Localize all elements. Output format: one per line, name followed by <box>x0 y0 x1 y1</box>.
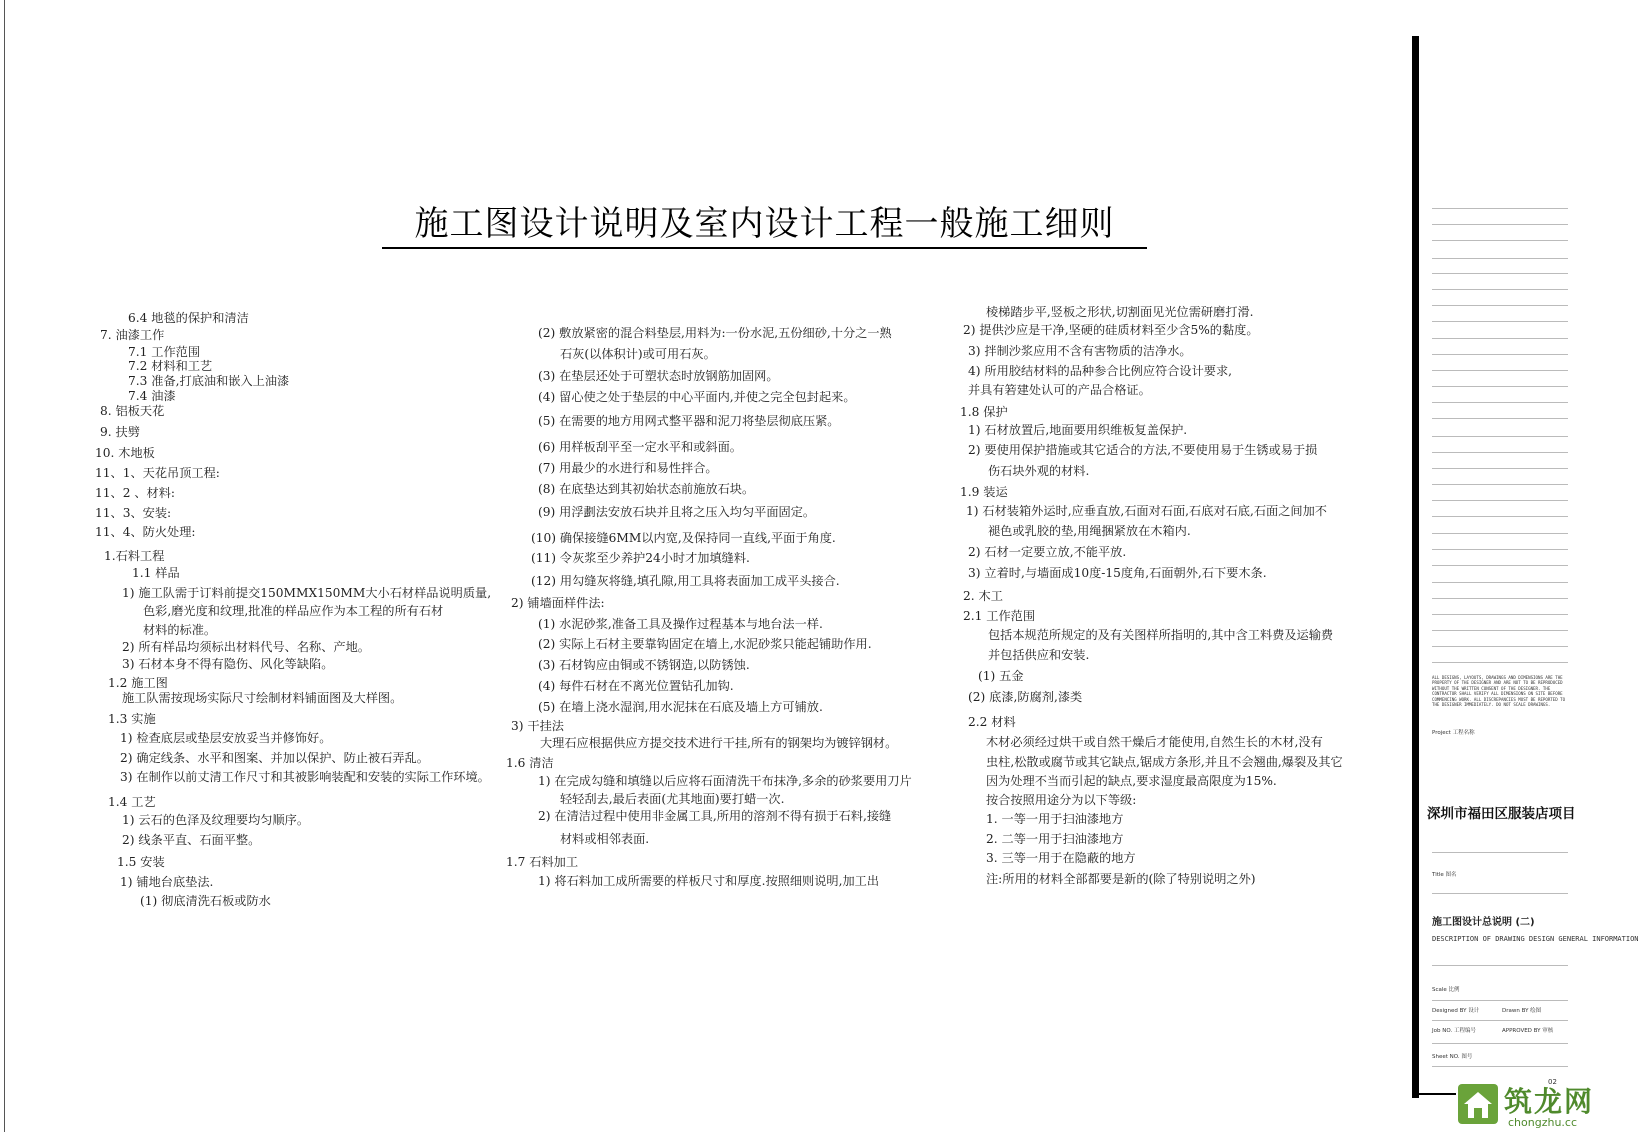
col1-line: 施工队需按现场实际尺寸绘制材料铺面图及大样图。 <box>122 691 403 705</box>
title-block-rule <box>1432 354 1568 355</box>
col1-line: 7.2 材料和工艺 <box>128 359 213 373</box>
col1-line: 1.5 安装 <box>117 855 165 869</box>
watermark-url: chongzhu.cc <box>1508 1116 1578 1129</box>
title-block-rule <box>1432 273 1568 274</box>
sheet-no-label: Sheet NO. 图号 <box>1432 1054 1473 1060</box>
col1-line: 6.4 地毯的保护和清洁 <box>128 311 249 325</box>
col1-line: 2) 所有样品均须标出材料代号、名称、产地。 <box>122 640 370 654</box>
col2-line: (8) 在底垫达到其初始状态前施放石块。 <box>538 482 755 496</box>
title-block-rule <box>1432 240 1568 241</box>
col1-line: 1.2 施工图 <box>108 676 168 690</box>
col3-line: 木材必须经过烘干或自然干燥后才能使用,自然生长的木材,没有 <box>986 735 1323 749</box>
title-block-rule <box>1432 452 1568 453</box>
col1-line: 1.4 工艺 <box>108 795 156 809</box>
col1-line: 7.1 工作范围 <box>128 345 201 359</box>
approved-label: APPROVED BY 审核 <box>1502 1028 1554 1034</box>
watermark-brand: 筑龙网 <box>1504 1085 1595 1118</box>
col1-line: 11、4、防火处理: <box>95 525 196 539</box>
col3-line: 2. 木工 <box>963 589 1003 603</box>
col2-line: (3) 石材钩应由铜或不锈钢造,以防锈蚀. <box>538 658 750 672</box>
scale-label: Scale 比例 <box>1432 987 1460 993</box>
col3-line: 因为处理不当而引起的缺点,要求湿度最高限度为15%. <box>986 774 1277 788</box>
col1-line: 7.4 油漆 <box>128 389 176 403</box>
col1-line: (1) 彻底清洗石板或防水 <box>140 894 271 908</box>
title-block-rule <box>1432 582 1568 583</box>
col2-line: 大理石应根据供应方提交技术进行干挂,所有的钢架均为镀锌钢材。 <box>540 736 898 750</box>
col3-line: 2) 提供沙应是干净,坚硬的硅质材料至少含5%的黏度。 <box>963 323 1259 337</box>
title-block-rule <box>1432 893 1568 894</box>
title-block-rule <box>1432 533 1568 534</box>
col1-line: 1.1 样品 <box>132 566 180 580</box>
title-block-rule <box>1432 305 1568 306</box>
col2-line: 2) 在清洁过程中使用非金属工具,所用的溶剂不得有损于石料,接缝 <box>538 809 892 823</box>
col1-line: 1.石料工程 <box>104 549 165 563</box>
col2-line: (5) 在墙上浇水湿润,用水泥抹在石底及墙上方可铺放. <box>538 700 823 714</box>
title-block-notes: ALL DESIGNS, LAYOUTS, DRAWINGS AND DIMENSIONS ARE THE PROPERTY OF THE DESIGNER AND ARE NOT TO BE REPRODUCED WITHOUT THE WRITTEN CONSENT OF THE DESIGNER. THE CONTRACTOR SHALL VERIFY ALL DIMENSIONS ON SITE BEFORE COMMENCING WORK. ALL DISCREPANCIES MUST BE REPORTED TO THE DESIGNER IMMEDIATELY. DO NOT SCALE DRAWINGS. <box>1432 675 1566 708</box>
col2-line: (10) 确保接缝6MM以内宽,及保持同一直线,平面于角度. <box>531 531 836 545</box>
col3-line: 1.8 保护 <box>960 405 1008 419</box>
col2-line: (2) 实际上石材主要靠钩固定在墙上,水泥砂浆只能起铺助作用. <box>538 637 872 651</box>
col1-line: 1) 施工队需于订料前提交150MMX150MM大小石材样品说明质量, <box>122 586 492 600</box>
title-block-rule <box>1432 386 1568 387</box>
col3-line: 2) 要使用保护措施或其它适合的方法,不要使用易于生锈或易于损 <box>968 443 1318 457</box>
col3-line: 棱梯踏步平,竖板之形状,切割面见光位需研磨打滑. <box>986 305 1254 319</box>
title-block-rule <box>1432 418 1568 419</box>
col1-line: 2) 线条平直、石面平整。 <box>122 833 261 847</box>
col3-line: 褪色或乳胶的垫,用绳捆紧放在木箱内. <box>988 524 1191 538</box>
col1-line: 1) 铺地台底垫法. <box>120 875 214 889</box>
title-block-rule <box>1432 852 1568 853</box>
sheet-border-left <box>4 0 5 1132</box>
col1-line: 色彩,磨光度和纹理,批准的样品应作为本工程的所有石材 <box>143 604 444 618</box>
col2-line: (5) 在需要的地方用网式整平器和泥刀将垫层彻底压紧。 <box>538 414 840 428</box>
col3-line: 虫柱,松散或腐节或其它缺点,锯成方条形,并且不会翘曲,爆裂及其它 <box>986 755 1343 769</box>
col2-line: 2) 铺墙面样件法: <box>511 596 605 610</box>
title-block-rule <box>1432 662 1568 663</box>
home-logo-icon <box>1458 1084 1498 1124</box>
title-block-foot-line <box>1416 1093 1456 1095</box>
col3-line: 2.2 材料 <box>968 715 1016 729</box>
col2-line: (4) 留心使之处于垫层的中心平面内,并使之完全包封起来。 <box>538 390 856 404</box>
col2-line: 轻轻刮去,最后表面(尤其地面)要打蜡一次. <box>560 792 785 806</box>
title-block-rule <box>1432 614 1568 615</box>
col1-line: 3) 石材本身不得有隐伤、风化等缺陷。 <box>122 657 334 671</box>
col2-line: 1.7 石料加工 <box>506 855 579 869</box>
page-title: 施工图设计说明及室内设计工程一般施工细则 <box>382 196 1147 249</box>
title-block-border <box>1412 36 1419 1098</box>
title-block-rule <box>1432 321 1568 322</box>
col3-line: 2) 石材一定要立放,不能平放. <box>968 545 1127 559</box>
col2-line: (2) 敷放紧密的混合料垫层,用料为:一份水泥,五份细砂,十分之一熟 <box>538 326 892 340</box>
title-label: Title 图名 <box>1432 872 1457 878</box>
job-label: Job NO. 工程编号 <box>1432 1028 1476 1034</box>
col1-line: 8. 铝板天花 <box>100 404 165 418</box>
col1-line: 11、1、天花吊顶工程: <box>95 466 220 480</box>
col1-line: 1) 检查底层或垫层安放妥当并修饰好。 <box>120 731 332 745</box>
watermark <box>1458 1078 1600 1132</box>
col3-line: 注:所用的材料全部都要是新的(除了特别说明之外) <box>986 872 1256 886</box>
project-label: Project 工程名称 <box>1432 730 1475 736</box>
title-block-rule <box>1432 468 1568 469</box>
col1-line: 2) 确定线条、水平和图案、并加以保护、防止被石弄乱。 <box>120 751 429 765</box>
col1-line: 1) 云石的色泽及纹理要均匀顺序。 <box>122 813 310 827</box>
col2-line: 1.6 清洁 <box>506 756 554 770</box>
col3-line: 并包括供应和安装. <box>988 648 1090 662</box>
col2-line: (7) 用最少的水进行和易性拌合。 <box>538 461 718 475</box>
title-block-rule <box>1432 630 1568 631</box>
designed-label: Designed BY 设计 <box>1432 1008 1480 1014</box>
col1-line: 9. 扶劈 <box>100 425 140 439</box>
col2-line: 1) 在完成勾缝和填缝以后应将石面清洗干布抹净,多余的砂浆要用刀片 <box>538 774 912 788</box>
col3-line: 1. 一等一用于扫油漆地方 <box>986 812 1124 826</box>
title-block-rule <box>1432 1066 1568 1067</box>
title-block-rule <box>1432 1020 1568 1021</box>
col1-line: 10. 木地板 <box>95 446 155 460</box>
col1-line: 11、2 、材料: <box>95 486 175 500</box>
col2-line: (4) 每件石材在不离光位置钻孔加钩. <box>538 679 734 693</box>
title-block-rule <box>1432 565 1568 566</box>
sheet-title: 施工图设计总说明 (二) <box>1432 917 1535 928</box>
title-block-rule <box>1432 402 1568 403</box>
title-block-rule <box>1432 1000 1568 1001</box>
col2-line: (9) 用浮劃法安放石块并且将之压入均匀平面固定。 <box>538 505 816 519</box>
sheet-subtitle: DESCRIPTION OF DRAWING DESIGN GENERAL INFORMATION <box>1432 935 1639 943</box>
col3-line: 3. 三等一用于在隐蔽的地方 <box>986 851 1136 865</box>
project-name: 深圳市福田区服装店项目 <box>1427 806 1576 822</box>
col1-line: 7. 油漆工作 <box>100 328 165 342</box>
col3-line: 3) 立着时,与墙面成10度-15度角,石面朝外,石下要木条. <box>968 566 1267 580</box>
col3-line: (1) 五金 <box>978 669 1024 683</box>
col3-line: 并具有箬建处认可的产品合格证。 <box>968 383 1151 397</box>
col1-line: 3) 在制作以前丈清工作尺寸和其被影响装配和安装的实际工作环境。 <box>120 770 490 784</box>
sheet-no: 02 <box>1548 1078 1557 1086</box>
col1-line: 11、3、安装: <box>95 506 172 520</box>
col2-line: 1) 将石料加工成所需要的样板尺寸和厚度.按照细则说明,加工出 <box>538 874 880 888</box>
col2-line: (11) 令灰浆至少养护24小时才加填缝料. <box>531 551 750 565</box>
title-block-rule <box>1432 370 1568 371</box>
title-block-rule <box>1432 338 1568 339</box>
col3-line: 1) 石材装箱外运时,应垂直放,石面对石面,石底对石底,石面之间加不 <box>966 504 1327 518</box>
col2-line: (1) 水泥砂浆,准备工具及操作过程基本与地台法一样. <box>538 617 823 631</box>
col2-line: (6) 用样板刮平至一定水平和或斜面。 <box>538 440 742 454</box>
title-block-rule <box>1432 208 1568 209</box>
title-block-rule <box>1432 289 1568 290</box>
col1-line: 材料的标准。 <box>143 623 217 637</box>
col3-line: 4) 所用胶结材料的品种参合比例应符合设计要求, <box>968 364 1233 378</box>
col2-line: (3) 在垫层还处于可塑状态时放钢筋加固网。 <box>538 369 779 383</box>
title-block-rule <box>1432 516 1568 517</box>
title-block-rule <box>1432 436 1568 437</box>
title-block-rule <box>1432 1043 1568 1044</box>
title-block-rule <box>1432 500 1568 501</box>
title-block-rule <box>1432 965 1568 966</box>
title-block-rule <box>1432 224 1568 225</box>
col2-line: (12) 用勾缝灰将缝,填孔隙,用工具将表面加工成平头接合. <box>531 574 840 588</box>
col1-line: 1.3 实施 <box>108 712 156 726</box>
col3-line: 2.1 工作范围 <box>963 609 1036 623</box>
drawn-label: Drawn BY 绘图 <box>1502 1008 1542 1014</box>
col3-line: 按合按照用途分为以下等级: <box>986 793 1137 807</box>
col3-line: 1) 石材放置后,地面要用织维板复盖保护. <box>968 423 1188 437</box>
col3-line: 包括本规范所规定的及有关图样所指明的,其中含工料费及运输费 <box>988 628 1334 642</box>
col2-line: 材料或相邻表面. <box>560 832 650 846</box>
title-block-rule <box>1432 484 1568 485</box>
col3-line: 伤石块外观的材料. <box>988 464 1090 478</box>
col3-line: 2. 二等一用于扫油漆地方 <box>986 832 1124 846</box>
col3-line: 3) 拌制沙浆应用不含有害物质的洁净水。 <box>968 344 1192 358</box>
title-block-rule <box>1432 549 1568 550</box>
col3-line: (2) 底漆,防腐剂,漆类 <box>968 690 1083 704</box>
title-block-rule <box>1432 258 1568 259</box>
col1-line: 7.3 准备,打底油和嵌入上油漆 <box>128 374 290 388</box>
col2-line: 石灰(以体积计)或可用石灰。 <box>560 347 716 361</box>
col3-line: 1.9 装运 <box>960 485 1008 499</box>
title-block-rule <box>1432 598 1568 599</box>
title-block-rule <box>1432 646 1568 647</box>
col2-line: 3) 干挂法 <box>511 719 564 733</box>
